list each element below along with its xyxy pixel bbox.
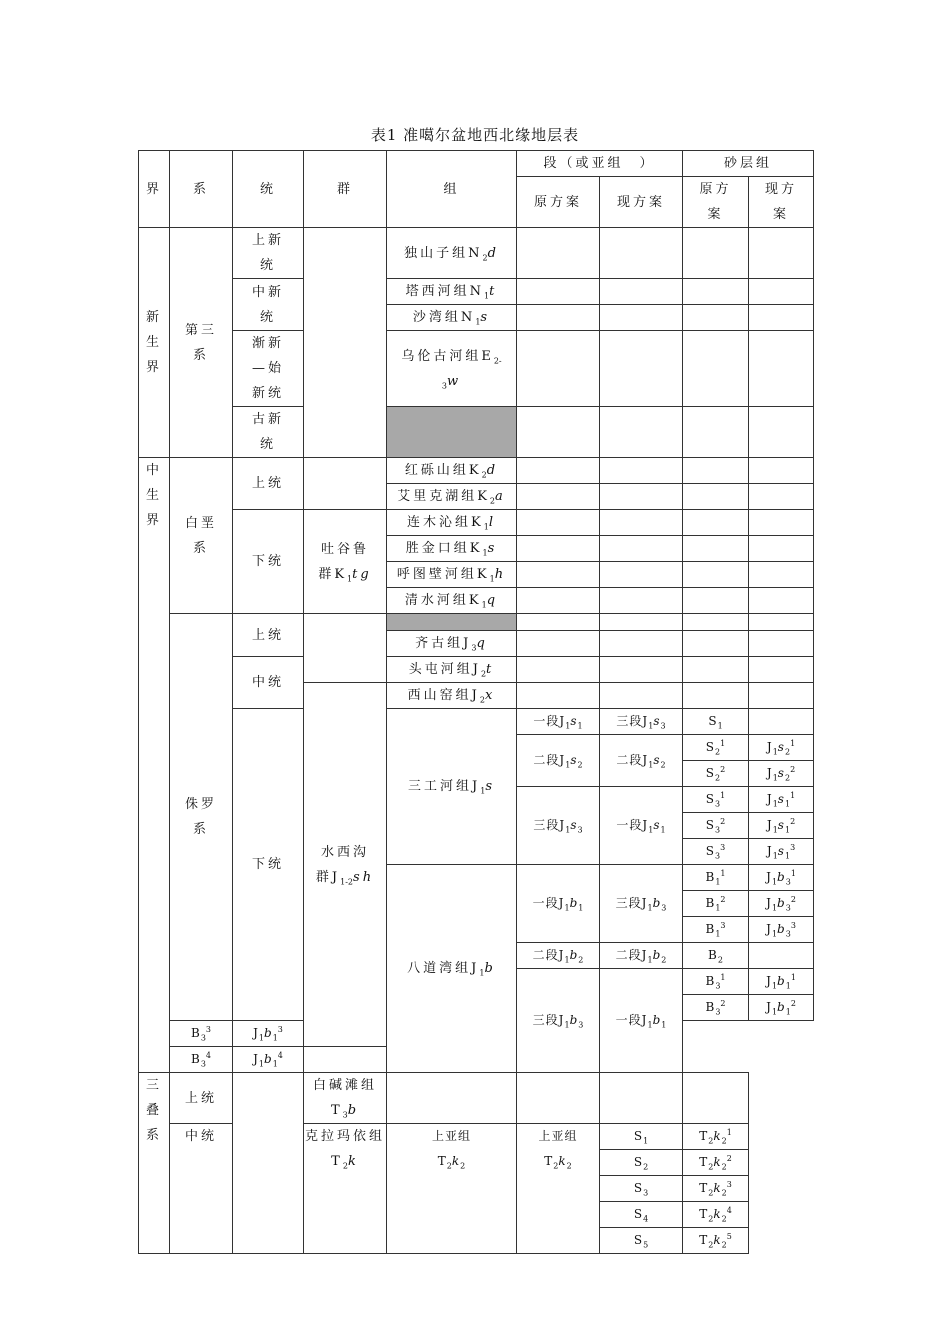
cell (683, 614, 749, 631)
sand-s3-3-xian: $J_1s_1^3$ (749, 839, 814, 865)
sand-s2-1-yuan: $S_2^1$ (683, 735, 749, 761)
sand-k5-yuan: $S_5$ (600, 1228, 683, 1254)
cell (517, 458, 600, 484)
cell (749, 331, 814, 407)
cell (517, 407, 600, 458)
sand-k2-xian: $T_2k_2^2$ (683, 1150, 749, 1176)
cell (600, 458, 683, 484)
sand-k4-yuan: $S_4$ (600, 1202, 683, 1228)
member-s-xian-2: 二段$J_1s_2$ (600, 735, 683, 787)
member-b-yuan-1: 一段$J_1b_1$ (517, 865, 600, 943)
formation-sangonghe: 三工河组$J_1s$ (387, 709, 517, 865)
cell (517, 588, 600, 614)
cell (683, 562, 749, 588)
sand-b3-1-xian: $J_1b_1^1$ (749, 969, 814, 995)
cell (517, 331, 600, 407)
group-empty-k-upper (304, 458, 387, 510)
cell (517, 305, 600, 331)
formation-badaowan: 八道湾组$J_1b$ (387, 865, 517, 1073)
member-b-xian-2: 二段$J_1b_2$ (600, 943, 683, 969)
header-jie: 界 (139, 151, 170, 228)
cell (749, 709, 814, 735)
formation-qigu: 齐古组$J_3q$ (387, 631, 517, 657)
header-duan-xian: 现方案 (600, 177, 683, 228)
cell (683, 510, 749, 536)
cell (749, 484, 814, 510)
cell (683, 331, 749, 407)
cell (683, 305, 749, 331)
cell (517, 279, 600, 305)
cell (600, 279, 683, 305)
cell (683, 536, 749, 562)
cell (517, 510, 600, 536)
cell (600, 407, 683, 458)
series-eo-oligocene: 渐新 —始 新统 (233, 331, 304, 407)
cell (683, 683, 749, 709)
cell (600, 657, 683, 683)
era-mesozoic: 中 生 界 (139, 458, 170, 1073)
cell (600, 614, 683, 631)
cell (600, 536, 683, 562)
header-shaceng: 砂层组 (683, 151, 814, 177)
cell (749, 458, 814, 484)
cell (749, 407, 814, 458)
cell (749, 228, 814, 279)
sand-b3-4-xian: $J_1b_1^4$ (233, 1047, 304, 1073)
sand-b1-3-xian: $J_1b_3^3$ (749, 917, 814, 943)
cell (683, 228, 749, 279)
cell (517, 562, 600, 588)
formation-dushanzi: 独山子组$N_2d$ (387, 228, 517, 279)
cell (749, 279, 814, 305)
table-caption: 表1 准噶尔盆地西北缘地层表 (370, 126, 580, 144)
sand-b3-2-xian: $J_1b_1^2$ (749, 995, 814, 1021)
formation-taxihe: 塔西河组$N_1t$ (387, 279, 517, 305)
cell (749, 631, 814, 657)
member-s-yuan-3: 三段$J_1s_3$ (517, 787, 600, 865)
formation-xishanyao: 西山窑组$J_2x$ (387, 683, 517, 709)
sand-k3-xian: $T_2k_2^3$ (683, 1176, 749, 1202)
formation-qingshuihe: 清水河组$K_1q$ (387, 588, 517, 614)
member-b-yuan-2: 二段$J_1b_2$ (517, 943, 600, 969)
group-tugulu: 吐谷鲁 群$K_1tg$ (304, 510, 387, 614)
sand-k3-yuan: $S_3$ (600, 1176, 683, 1202)
formation-toutunhe: 头屯河组$J_2t$ (387, 657, 517, 683)
cell (683, 631, 749, 657)
formation-hutubihe: 呼图壁河组$K_1h$ (387, 562, 517, 588)
formation-hongshashan: 红砾山组$K_2d$ (387, 458, 517, 484)
sand-b1-1-xian: $J_1b_3^1$ (749, 865, 814, 891)
cell (683, 588, 749, 614)
group-empty-j-upper (304, 614, 387, 683)
cell (749, 536, 814, 562)
system-triassic: 三叠 系 (139, 1073, 170, 1254)
series-k-lower: 下统 (233, 510, 304, 614)
cell (600, 562, 683, 588)
cell (749, 562, 814, 588)
series-miocene: 中新 统 (233, 279, 304, 331)
cell (683, 407, 749, 458)
header-zu: 组 (387, 151, 517, 228)
cell (749, 683, 814, 709)
sand-b1-2-yuan: $B_1^2$ (683, 891, 749, 917)
sand-b2-yuan: $B_2$ (683, 943, 749, 969)
group-shuixigou: 水西沟 群$J_{1-2}sh$ (304, 683, 387, 1047)
sand-b3-3-yuan: $B_3^3$ (170, 1021, 233, 1047)
cell (600, 331, 683, 407)
formation-wulungu: 乌伦古河组$E_{2-}$ $_3$w (387, 331, 517, 407)
sand-b3-4-yuan: $B_3^4$ (170, 1047, 233, 1073)
cell (517, 484, 600, 510)
header-duan-yuan: 原方案 (517, 177, 600, 228)
sand-k4-xian: $T_2k_2^4$ (683, 1202, 749, 1228)
cell (517, 657, 600, 683)
cell (600, 1073, 683, 1124)
sand-s2-2-xian: $J_1s_2^2$ (749, 761, 814, 787)
member-s-yuan-2: 二段$J_1s_2$ (517, 735, 600, 787)
member-k-xian: 上亚组 $T_2k_2$ (517, 1124, 600, 1254)
cell (600, 588, 683, 614)
member-k-yuan: 上亚组 $T_2k_2$ (387, 1124, 517, 1254)
member-b-xian-1: 三段$J_1b_3$ (600, 865, 683, 943)
cell (683, 657, 749, 683)
cell (683, 1073, 749, 1124)
cell (749, 657, 814, 683)
formation-gap-shading (387, 614, 517, 631)
sand-s3-1-xian: $J_1s_1^1$ (749, 787, 814, 813)
member-b-yuan-3: 三段$J_1b_3$ (517, 969, 600, 1073)
cell (517, 614, 600, 631)
cell (600, 484, 683, 510)
sand-b1-2-xian: $J_1b_3^2$ (749, 891, 814, 917)
series-paleocene: 古新 统 (233, 407, 304, 458)
formation-kelamayi: 克拉玛依组$T_2k$ (304, 1124, 387, 1254)
sand-k1-yuan: $S_1$ (600, 1124, 683, 1150)
cell (517, 631, 600, 657)
cell (600, 228, 683, 279)
member-b-xian-3: 一段$J_1b_1$ (600, 969, 683, 1073)
series-j-upper: 上统 (233, 614, 304, 657)
cell (600, 631, 683, 657)
sand-s1-yuan: $S_1$ (683, 709, 749, 735)
sand-k1-xian: $T_2k_2^1$ (683, 1124, 749, 1150)
cell (683, 484, 749, 510)
cell (387, 1073, 517, 1124)
formation-shawan: 沙湾组$N_1s$ (387, 305, 517, 331)
sand-b1-1-yuan: $B_1^1$ (683, 865, 749, 891)
formation-gap-shading (387, 407, 517, 458)
sand-b3-2-yuan: $B_3^2$ (683, 995, 749, 1021)
cell (749, 588, 814, 614)
header-xi: 系 (170, 151, 233, 228)
cell (749, 614, 814, 631)
sand-b3-3-xian: $J_1b_1^3$ (233, 1021, 304, 1047)
header-tong: 统 (233, 151, 304, 228)
cell (749, 510, 814, 536)
cell (600, 683, 683, 709)
sand-s3-1-yuan: $S_3^1$ (683, 787, 749, 813)
system-jurassic: 侏罗 系 (170, 614, 233, 1021)
series-t-middle: 中统 (170, 1124, 233, 1254)
sand-s2-1-xian: $J_1s_2^1$ (749, 735, 814, 761)
sand-s2-2-yuan: $S_2^2$ (683, 761, 749, 787)
formation-baijiantan: 白碱滩组$T_3b$ (304, 1073, 387, 1124)
cell (683, 458, 749, 484)
era-cenozoic: 新 生 界 (139, 228, 170, 458)
formation-lianmuqin: 连木沁组$K_1l$ (387, 510, 517, 536)
header-sand-xian: 现方 案 (749, 177, 814, 228)
formation-ailikehu: 艾里克湖组$K_2a$ (387, 484, 517, 510)
cell (517, 683, 600, 709)
cell (600, 510, 683, 536)
sand-b1-3-yuan: $B_1^3$ (683, 917, 749, 943)
sand-b3-1-yuan: $B_3^1$ (683, 969, 749, 995)
header-sand-yuan: 原方 案 (683, 177, 749, 228)
cell (517, 536, 600, 562)
member-s-xian-1: 三段$J_1s_3$ (600, 709, 683, 735)
group-empty-triassic (233, 1073, 304, 1254)
stratigraphy-table (138, 150, 814, 1254)
sand-s3-3-yuan: $S_3^3$ (683, 839, 749, 865)
sand-s3-2-xian: $J_1s_1^2$ (749, 813, 814, 839)
series-j-lower: 下统 (233, 709, 304, 1021)
sand-k5-xian: $T_2k_2^5$ (683, 1228, 749, 1254)
header-duan: 段（或亚组 ） (517, 151, 683, 177)
cell (683, 279, 749, 305)
formation-shengjinkou: 胜金口组$K_1s$ (387, 536, 517, 562)
system-tertiary: 第三 系 (170, 228, 233, 458)
member-s-yuan-1: 一段$J_1s_1$ (517, 709, 600, 735)
cell (517, 1073, 600, 1124)
system-cretaceous: 白垩 系 (170, 458, 233, 614)
cell (749, 305, 814, 331)
header-qun: 群 (304, 151, 387, 228)
cell (600, 305, 683, 331)
series-k-upper: 上统 (233, 458, 304, 510)
series-j-middle: 中统 (233, 657, 304, 709)
group-empty-cenozoic (304, 228, 387, 458)
series-t-upper: 上统 (170, 1073, 233, 1124)
cell (517, 228, 600, 279)
series-pliocene: 上新 统 (233, 228, 304, 279)
sand-k2-yuan: $S_2$ (600, 1150, 683, 1176)
cell (749, 943, 814, 969)
member-s-xian-3: 一段$J_1s_1$ (600, 787, 683, 865)
sand-s3-2-yuan: $S_3^2$ (683, 813, 749, 839)
